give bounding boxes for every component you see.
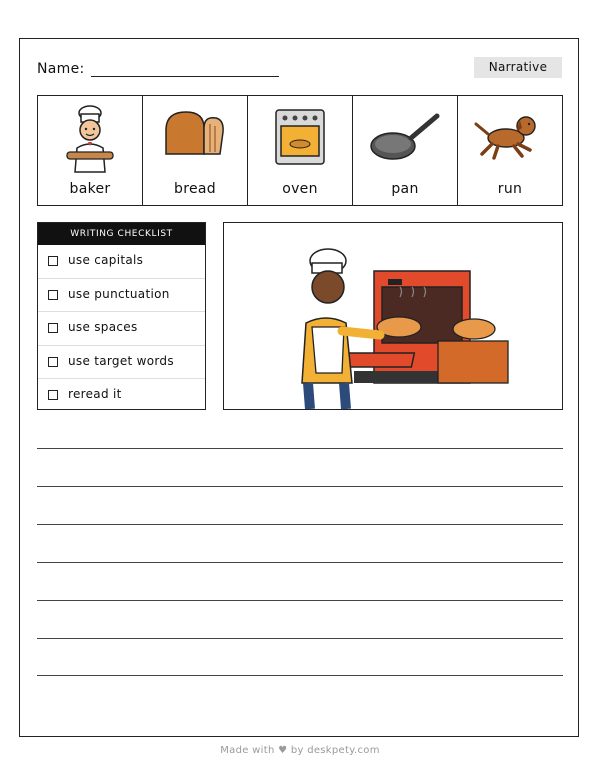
checkbox[interactable] [48,256,58,266]
vocab-card-baker [38,96,142,205]
writing-checklist [37,222,206,410]
vocab-card-oven [247,96,352,205]
checklist-title: WRITING CHECKLIST [38,223,205,245]
writing-line[interactable] [37,600,563,601]
checklist-item[interactable]: reread it [38,379,205,412]
vocabulary-strip [37,95,563,206]
vocab-word: pan [391,181,419,197]
worksheet [19,38,579,737]
bread-icon [160,102,230,164]
checklist-item[interactable]: use target words [38,346,205,380]
genre-tag: Narrative [474,57,562,78]
checkbox[interactable] [48,390,58,400]
checklist-item[interactable]: use capitals [38,245,205,279]
vocab-card-pan [352,96,457,205]
vocab-word: baker [69,181,111,197]
checkbox[interactable] [48,357,58,367]
story-picture [223,222,563,410]
vocab-word: oven [282,181,318,197]
checkbox[interactable] [48,323,58,333]
writing-line[interactable] [37,486,563,487]
footer-link[interactable]: by deskpety.com [290,745,380,756]
oven-icon [265,102,335,168]
writing-line[interactable] [37,675,563,676]
writing-line[interactable] [37,562,563,563]
writing-line[interactable] [37,448,563,449]
baker-icon [55,102,125,174]
checkbox[interactable] [48,290,58,300]
footer-credit: Made with ♥ by deskpety.com [220,745,380,756]
name-label: Name: [37,61,85,77]
vocab-word: run [497,181,523,197]
heart-icon: ♥ [278,745,288,756]
name-field[interactable] [91,76,279,77]
vocab-card-run [457,96,562,205]
baker-oven-illustration [224,223,562,409]
pan-icon [367,102,443,164]
checklist-item[interactable]: use punctuation [38,279,205,313]
writing-line[interactable] [37,524,563,525]
writing-line[interactable] [37,638,563,639]
checklist-item[interactable]: use spaces [38,312,205,346]
vocab-word: bread [174,181,216,197]
vocab-card-bread [142,96,247,205]
dog-running-icon [472,102,548,164]
